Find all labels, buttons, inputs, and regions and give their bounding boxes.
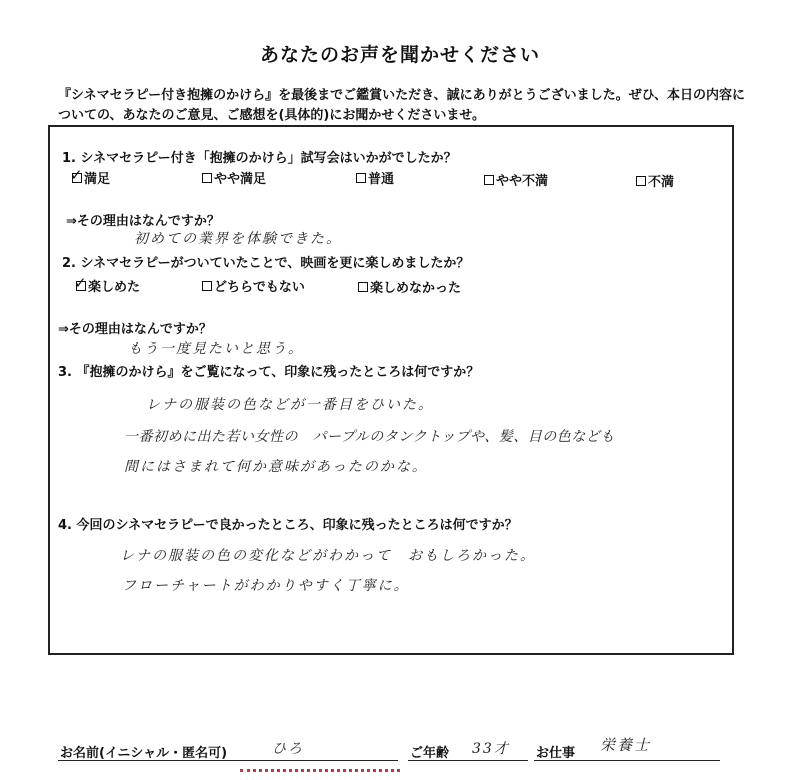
- check-mark-icon: ✓: [70, 165, 83, 184]
- q3-answer-line-2[interactable]: 一番初めに出た若い女性の パープルのタンクトップや、髪、目の色なども: [124, 429, 615, 445]
- option-label: どちらでもない: [214, 280, 305, 295]
- q2-option-enjoyed[interactable]: [74, 273, 141, 295]
- checkbox[interactable]: [484, 175, 494, 185]
- question-3: 3. 『抱擁のかけら』をご覧になって、印象に残ったところは何ですか？: [58, 365, 480, 380]
- q2-option-not-enjoyed[interactable]: [358, 277, 461, 296]
- option-label: やや不満: [496, 174, 549, 189]
- q1-option-satisfied[interactable]: [70, 165, 111, 187]
- age-value[interactable]: 33才: [472, 741, 510, 757]
- question-2: 2. シネマセラピーがついていたことで、映画を更に楽しめましたか？: [62, 256, 470, 271]
- q2-reason-answer[interactable]: もう一度見たいと思う。: [128, 341, 304, 357]
- option-label: 楽しめなかった: [370, 281, 462, 296]
- q4-answer-line-2[interactable]: フローチャートがわかりやすく丁寧に。: [122, 578, 410, 594]
- q1-reason-answer[interactable]: 初めての業界を体験できた。: [134, 231, 342, 247]
- check-mark-icon: ✓: [74, 273, 87, 292]
- option-label: 普通: [368, 172, 395, 187]
- checkbox[interactable]: [356, 173, 366, 183]
- q2-reason-prompt: ⇒その理由はなんですか？: [58, 322, 212, 337]
- page-title: あなたのお声を聞かせください: [259, 44, 540, 66]
- name-value[interactable]: ひろ: [272, 741, 304, 757]
- q3-answer-line-3[interactable]: 間にはさまれて何か意味があったのかな。: [124, 459, 428, 475]
- q1-option-somewhat-satisfied[interactable]: [202, 168, 266, 187]
- question-1: 1. シネマセラピー付き「抱擁のかけら」試写会はいかがでしたか？: [62, 151, 457, 166]
- option-label: やや満足: [214, 172, 267, 187]
- job-value[interactable]: 栄養士: [600, 736, 652, 754]
- checkbox[interactable]: [202, 173, 212, 183]
- checkbox[interactable]: [202, 281, 212, 291]
- q3-answer-line-1[interactable]: レナの服装の色などが一番目をひいた。: [146, 397, 434, 413]
- job-underline: [534, 760, 720, 761]
- q1-option-dissatisfied[interactable]: [636, 171, 674, 190]
- q2-option-neither[interactable]: [202, 276, 305, 295]
- age-label: ご年齢: [410, 746, 450, 761]
- checkbox[interactable]: [636, 176, 646, 186]
- checkbox[interactable]: [70, 165, 83, 184]
- q1-option-somewhat-dissatisfied[interactable]: [484, 170, 548, 189]
- q4-answer-line-1[interactable]: レナの服装の色の変化などがわかって おもしろかった。: [120, 548, 536, 564]
- intro-line-2: ついての、あなたのご意見、ご感想を(具体的)にお聞かせくださいませ。: [58, 108, 485, 123]
- checkbox[interactable]: [74, 273, 87, 292]
- job-label: お仕事: [536, 746, 576, 761]
- option-label: 満足: [84, 172, 111, 187]
- question-4: 4. 今回のシネマセラピーで良かったところ、印象に残ったところは何ですか？: [58, 518, 518, 533]
- name-underline: [58, 760, 398, 761]
- option-label: 楽しめた: [88, 280, 141, 295]
- option-label: 不満: [648, 175, 675, 190]
- age-underline: [408, 760, 528, 761]
- checkbox[interactable]: [358, 282, 368, 292]
- name-label: お名前(イニシャル・匿名可): [60, 746, 228, 761]
- q1-reason-prompt: ⇒その理由はなんですか？: [66, 214, 220, 229]
- stamp-mark: [240, 769, 400, 778]
- q1-option-neutral[interactable]: [356, 168, 394, 187]
- intro-line-1: 『シネマセラピー付き抱擁のかけら』を最後までご鑑賞いただき、誠にありがとうございました。ぜひ、本日の内容に: [58, 88, 746, 103]
